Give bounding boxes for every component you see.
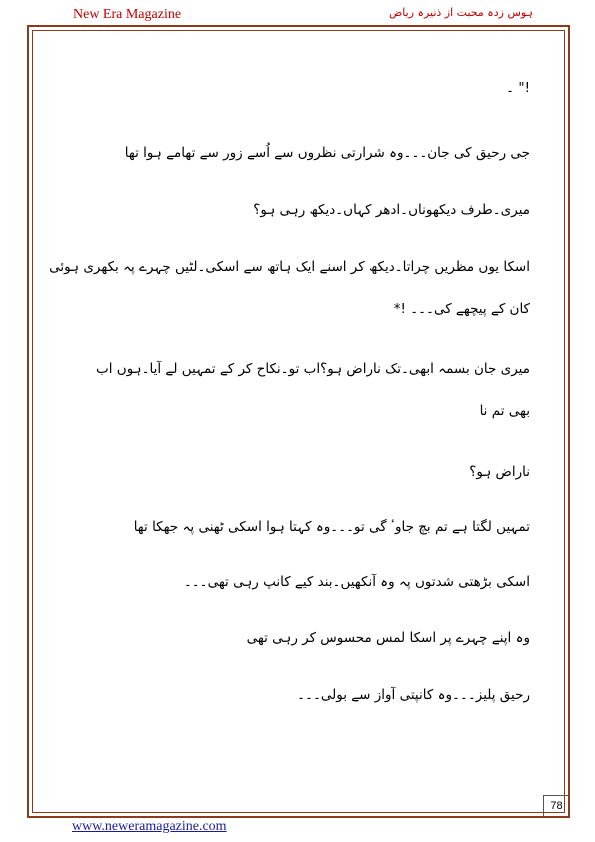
text-line: میری۔طرف دیکھوناں۔ادھر کہاں۔دیکھ رہی ہو؟	[253, 202, 530, 218]
text-line: ناراض ہو؟	[469, 464, 530, 480]
text-line: میری جان بسمہ ابھی۔تک ناراض ہو؟اب تو۔نکاح کر کے تمہیں لے آیا۔ہوں اب	[96, 361, 530, 377]
text-line: اسکا یوں مظریں چراتا۔دیکھ کر اسنے ایک ہاتھ سے اسکی۔لٹیں چہرے پہ بکھری ہوئی	[49, 259, 530, 275]
novel-title: ہوس زدہ محبت از ذنیرہ ریاض	[389, 6, 533, 19]
page-number: 78	[543, 795, 569, 816]
website-link[interactable]: www.neweramagazine.com	[72, 819, 227, 834]
text-line: جی رحیق کی جان۔۔۔وہ شرارتی نظروں سے اُسے زور سے تھامے ہوا تھا	[124, 145, 530, 161]
text-line: وہ اپنے چہرے پر اسکا لمس محسوس کر رہی تھی	[246, 630, 530, 646]
text-line: رحیق پلیز۔۔۔وہ کانپتی آواز سے بولی۔۔۔	[297, 687, 530, 703]
text-line: تمہیں لگتا ہے تم بچ جاوٴ گی تو۔۔۔وہ کہتا ہوا اسکی ٹھنی پہ جھکا تھا	[133, 519, 530, 535]
text-line: کان کے پیچھے کی۔۔۔ !*	[393, 301, 530, 317]
magazine-name: New Era Magazine	[73, 7, 182, 22]
text-line: !" ۔	[506, 80, 530, 96]
text-line: اسکی بڑھتی شدتوں پہ وہ آنکھیں۔بند کیے کانپ رہی تھی۔۔۔	[183, 574, 530, 590]
text-line: بھی تم نا	[479, 403, 530, 419]
